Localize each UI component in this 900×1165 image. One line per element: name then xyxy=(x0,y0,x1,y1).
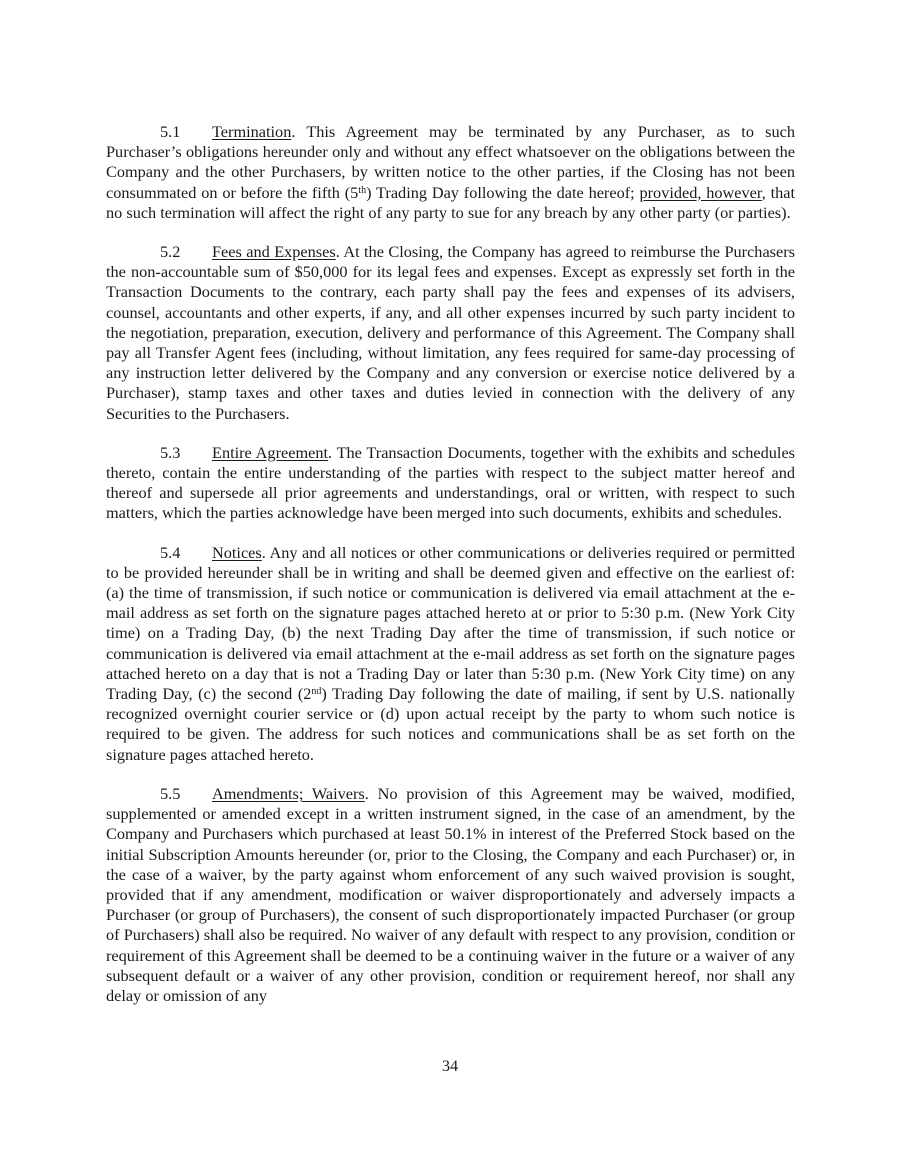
section-number: 5.5 xyxy=(160,783,181,803)
section-5-2: 5.2 Fees and Expenses. At the Closing, the Company has agreed to reimburse the Purchasers the non-accountable sum of $50,000 for its legal fees and expenses. Except as expressly set forth in the Transaction Documents to the contrary, each party shall pay the fees and expenses of its advisers, counsel, accountants and other experts, if any, and all other expenses incurred by such party incident to the negotiation, preparation, execution, delivery and performance of this Agreement. The Company shall pay all Transfer Agent fees (including, without limitation, any fees required for same-day processing of any instruction letter delivered by the Company and any conversion or exercise notice delivered by a Purchaser), stamp taxes and other taxes and duties levied in connection with the delivery of any Securities to the Purchasers. xyxy=(106,242,795,423)
section-heading: Notices xyxy=(212,542,262,562)
section-number: 5.3 xyxy=(160,442,181,462)
section-text: , that no such termination will affect the right of any party to sue for any breach by any other party (or parties). xyxy=(106,182,795,222)
section-5-5: 5.5 Amendments; Waivers. No provision of this Agreement may be waived, modified, supplemented or amended except in a written instrument signed, in the case of an amendment, by the Company and Purchasers which purchased at least 50.1% in interest of the Preferred Stock based on the initial Subscription Amounts hereunder (or, prior to the Closing, the Company and each Purchaser) or, in the case of a waiver, by the party against whom enforcement of any such waived provision is sought, provided that if any amendment, modification or waiver disproportionately and adversely impacts a Purchaser (or group of Purchasers), the consent of such disproportionately impacted Purchaser (or group of Purchasers) shall also be required. No waiver of any default with respect to any provision, condition or requirement of this Agreement shall be deemed to be a continuing waiver in the future or a waiver of any subsequent default or a waiver of any other provision, condition or requirement hereof, nor shall any delay or omission of any xyxy=(106,783,796,1005)
section-5-4: 5.4 Notices. Any and all notices or other communications or deliveries required or permitted to be provided hereunder shall be in writing and shall be deemed given and effective on the earliest of: (a) the time of transmission, if such notice or communication is delivered via email attachment at the e-mail address as set forth on the signature pages attached hereto at or prior to 5:30 p.m. (New York City time) on a Trading Day, (b) the next Trading Day after the time of transmission, if such notice or communication is delivered via email attachment at the e-mail address as set forth on the signature pages attached hereto on a day that is not a Trading Day or later than 5:30 p.m. (New York City time) on any Trading Day, (c) the second (2nd) Trading Day following the date of mailing, if sent by U.S. nationally recognized overnight courier service or (d) upon actual receipt by the party to whom such notice is required to be given. The address for such notices and communications shall be as set forth on the signature pages attached hereto. xyxy=(106,542,795,764)
section-heading: Amendments; Waivers xyxy=(212,783,365,803)
section-heading: Fees and Expenses xyxy=(212,242,336,262)
section-text: No provision of this Agreement may be waived, modified, supplemented or amended except in a written instrument signed, in the case of an amendment, by the Company and Purchasers which purchased at least 50.1% in interest of the Preferred Stock based on the initial Subscription Amounts hereunder (or, prior to the Closing, the Company and each Purchaser) or, in the case of a waiver, by the party against whom enforcement of any such waived provision is sought, provided that if any amendment, modification or waiver disproportionately and adversely impacts a Purchaser (or group of Purchasers), the consent of such disproportionately impacted Purchaser (or group of Purchasers) shall also be required. No waiver of any default with respect to any provision, condition or requirement of this Agreement shall be deemed to be a continuing waiver in the future or a waiver of any subsequent default or a waiver of any other provision, condition or requirement hereof, nor shall any delay or omission of any xyxy=(106,783,796,1005)
section-text: Any and all notices or other communications or deliveries required or permitted to be provided hereunder shall be in writing and shall be deemed given and effective on the earliest of: (a) the time of transmission, if such notice or communication is delivered via email attachment at the e-mail address as set forth on the signature pages attached hereto at or prior to 5:30 p.m. (New York City time) on a Trading Day, (b) the next Trading Day after the time of transmission, if such notice or communication is delivered via email attachment at the e-mail address as set forth on the signature pages attached hereto on a day that is not a Trading Day or later than 5:30 p.m. (New York City time) on any Trading Day, (c) the second (2 xyxy=(106,542,795,704)
section-heading: Entire Agreement xyxy=(212,442,329,462)
section-text: This Agreement may be terminated by any Purchaser, as to such Purchaser’s obligations hereunder only and without any effect whatsoever on the obligations between the Company and the other Purchasers, by written notice to the other parties, if the Closing has not been consummated on or before the fifth (5 xyxy=(106,122,795,202)
section-number: 5.1 xyxy=(160,122,181,141)
document-body xyxy=(106,122,795,1025)
section-5-1: 5.1 Termination. This Agreement may be terminated by any Purchaser, as to such Purchaser’s obligations hereunder only and without any effect whatsoever on the obligations between the Company and the other Purchasers, by written notice to the other parties, if the Closing has not been consummated on or before the fifth (5th) Trading Day following the date hereof; provided, however, that no such termination will affect the right of any party to sue for any breach by any other party (or parties). xyxy=(106,122,795,222)
section-text: ) Trading Day following the date hereof; xyxy=(366,182,635,202)
ordinal-suffix: th xyxy=(358,184,367,196)
section-text: ) Trading Day following the date of mailing, if sent by U.S. nationally recognized overnight courier service or (d) upon actual receipt by the party to whom such notice is required to be given. The address for such notices and communications shall be as set forth on the signature pages attached hereto. xyxy=(106,684,795,764)
proviso-term: provided, however xyxy=(639,182,762,202)
ordinal-suffix: nd xyxy=(311,686,322,698)
section-number: 5.2 xyxy=(160,242,181,262)
page-number: 34 xyxy=(441,1056,459,1075)
section-5-3: 5.3 Entire Agreement. The Transaction Documents, together with the exhibits and schedules thereto, contain the entire understanding of the parties with respect to the subject matter hereof and thereof and supersede all prior agreements and understandings, oral or written, with respect to such matters, which the parties acknowledge have been merged into such documents, exhibits and schedules. xyxy=(106,442,796,523)
section-text: At the Closing, the Company has agreed to reimburse the Purchasers the non-accountable sum of $50,000 for its legal fees and expenses. Except as expressly set forth in the Transaction Documents to the contrary, each party shall pay the fees and expenses of its advisers, counsel, accountants and other experts, if any, and all other expenses incurred by such party incident to the negotiation, preparation, execution, delivery and performance of this Agreement. The Company shall pay all Transfer Agent fees (including, without limitation, any fees required for same-day processing of any instruction letter delivered by the Company and any conversion or exercise notice delivered by a Purchaser), stamp taxes and other taxes and duties levied in connection with the delivery of any Securities to the Purchasers. xyxy=(106,242,795,423)
section-number: 5.4 xyxy=(160,542,181,562)
section-heading: Termination xyxy=(212,122,292,141)
section-text: The Transaction Documents, together with the exhibits and schedules thereto, contain the entire understanding of the parties with respect to the subject matter hereof and thereof and supersede all prior agreements and understandings, oral or written, with respect to such matters, which the parties acknowledge have been merged into such documents, exhibits and schedules. xyxy=(106,442,796,523)
